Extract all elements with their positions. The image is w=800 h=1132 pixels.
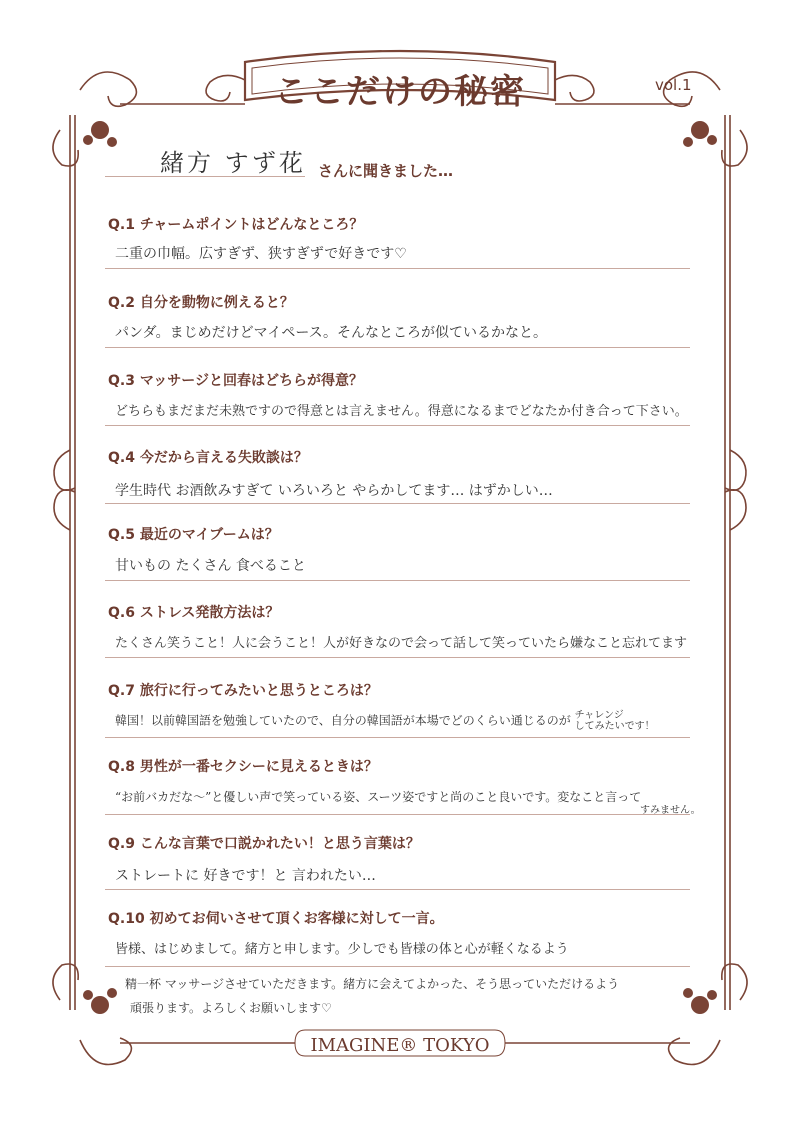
- question-3: Q.3 マッサージと回春はどちらが得意？: [108, 373, 363, 389]
- question-9: Q.9 こんな言葉で口説かれたい！と思う言葉は？: [108, 836, 420, 852]
- answer-9: ストレートに 好きです！と 言われたい…: [115, 868, 376, 884]
- question-5: Q.5 最近のマイブームは？: [108, 527, 279, 543]
- answer-8: “お前バカだな～”と優しい声で笑っている姿、スーツ姿ですと尚のこと良いです。変なこと言って: [115, 790, 642, 804]
- brand-logo: IMAGINE® TOKYO: [310, 1035, 490, 1056]
- answer-5: 甘いもの たくさん 食べること: [115, 558, 306, 574]
- answer-line: [105, 347, 690, 348]
- asked-caption: さんに聞きました…: [318, 162, 454, 180]
- answer-1: 二重の巾幅。広すぎず、狭すぎずで好きです♡: [115, 246, 407, 262]
- answer-4: 学生時代 お酒飲みすぎて いろいろと やらかしてます… はずかしい…: [115, 483, 553, 499]
- answer-7-note-2: してみたいです！: [574, 721, 655, 732]
- name-underline: [105, 176, 305, 177]
- answer-line: [105, 966, 690, 967]
- answer-line: [105, 889, 690, 890]
- answer-7-text: 韓国！以前韓国語を勉強していたので、自分の韓国語が本場でどのくらい通じるのが: [115, 713, 571, 728]
- answer-7: [115, 710, 655, 732]
- answer-2: パンダ。まじめだけどマイペース。そんなところが似ているかなと。: [115, 325, 548, 341]
- answer-line: [105, 737, 690, 738]
- page-title: ここだけの秘密: [274, 72, 526, 112]
- question-2: Q.2 自分を動物に例えると？: [108, 295, 294, 311]
- answer-line: [105, 503, 690, 504]
- answer-line: [105, 425, 690, 426]
- answer-10-line-1: 皆様、はじめまして。緒方と申します。少しでも皆様の体と心が軽くなるよう: [115, 942, 569, 957]
- answer-3: どちらもまだまだ未熟ですので得意とは言えません。得意になるまでどなたか付き合って下さい。: [115, 404, 688, 419]
- answer-7-note-1: チャレンジ: [574, 710, 624, 721]
- question-7: Q.7 旅行に行ってみたいと思うところは？: [108, 683, 378, 699]
- question-4: Q.4 今だから言える失敗談は？: [108, 450, 308, 466]
- person-name: 緒方 すず花: [160, 149, 306, 177]
- answer-line: [105, 814, 690, 815]
- answer-10-line-2: 精一杯 マッサージさせていただきます。緒方に会えてよかった、そう思っていただけるよう: [125, 977, 620, 991]
- answer-line: [105, 580, 690, 581]
- question-1: Q.1 チャームポイントはどんなところ？: [108, 217, 364, 233]
- question-8: Q.8 男性が一番セクシーに見えるときは？: [108, 759, 378, 775]
- question-6: Q.6 ストレス発散方法は？: [108, 605, 280, 621]
- answer-line: [105, 268, 690, 269]
- answer-7-note: [575, 710, 655, 732]
- answer-10-line-3: 頑張ります。よろしくお願いします♡: [130, 1001, 332, 1015]
- answer-8-note: すみません。: [640, 805, 701, 816]
- answer-line: [105, 657, 690, 658]
- question-10: Q.10 初めてお伺いさせて頂くお客様に対して一言。: [108, 911, 444, 927]
- volume-label: vol.1: [655, 76, 692, 94]
- answer-6: たくさん笑うこと！人に会うこと！人が好きなので会って話して笑っていたら嫌なこと忘れてます: [115, 636, 688, 651]
